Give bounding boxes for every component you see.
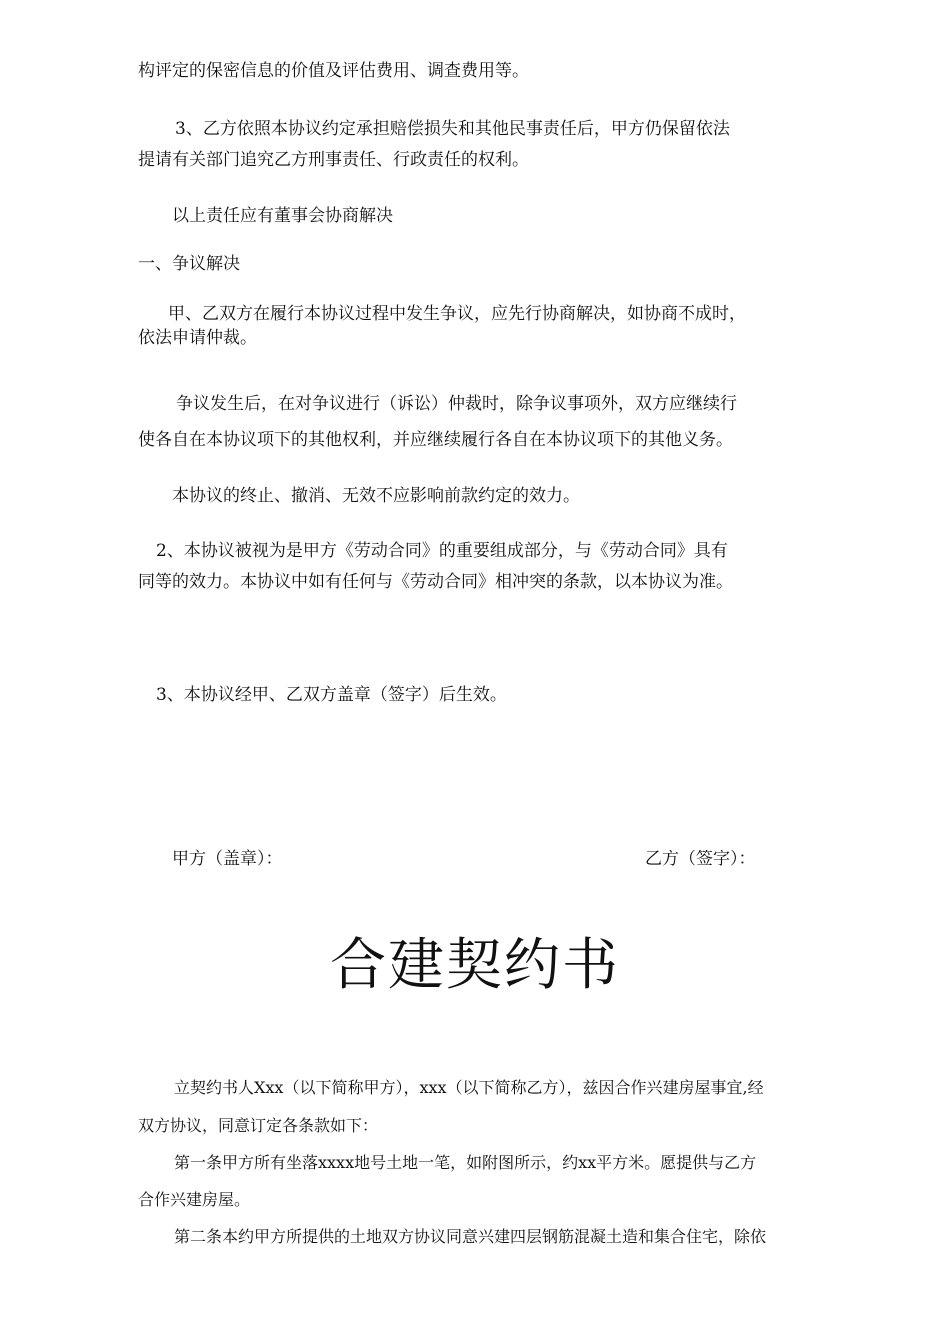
paragraph-clause-3-line2: 提请有关部门追究乙方刑事责任、行政责任的权利。 xyxy=(138,150,529,170)
contract-intro-line1: 立契约书人Xxx（以下简称甲方），xxx（以下简称乙方），兹因合作兴建房屋事宜,经 xyxy=(174,1078,764,1097)
article-1-line2: 合作兴建房屋。 xyxy=(138,1190,251,1209)
article-2-line1: 第二条本约甲方所提供的土地双方协议同意兴建四层钢筋混凝土造和集合住宅，除依 xyxy=(174,1227,767,1246)
paragraph-clause-2-line1: 2、本协议被视为是甲方《劳动合同》的重要组成部分，与《劳动合同》具有 xyxy=(156,541,728,561)
paragraph-clause-2-line2: 同等的效力。本协议中如有任何与《劳动合同》相冲突的条款，以本协议为准。 xyxy=(138,572,733,592)
paragraph-arbitration-line1: 争议发生后，在对争议进行（诉讼）仲裁时，除争议事项外，双方应继续行 xyxy=(176,394,737,414)
heading-dispute-resolution: 一、争议解决 xyxy=(138,254,240,274)
signature-party-b-label: 乙方（签字）： xyxy=(645,850,756,868)
paragraph-effective: 3、本协议经甲、乙双方盖章（签字）后生效。 xyxy=(156,685,507,705)
paragraph-confidential-cost: 构评定的保密信息的价值及评估费用、调查费用等。 xyxy=(138,61,529,81)
paragraph-arbitration-line2: 使各自在本协议项下的其他权利，并应继续履行各自在本协议项下的其他义务。 xyxy=(138,430,733,450)
signature-party-b xyxy=(645,850,785,868)
paragraph-clause-3-line1: 3、乙方依照本协议约定承担赔偿损失和其他民事责任后，甲方仍保留依法 xyxy=(175,119,730,139)
document-title: 合建契约书 xyxy=(330,932,620,998)
contract-intro-line2: 双方协议，同意订定各条款如下： xyxy=(138,1116,379,1135)
paragraph-dispute-line1: 甲、乙双方在履行本协议过程中发生争议，应先行协商解决，如协商不成时， xyxy=(168,304,746,324)
paragraph-board-resolution: 以上责任应有董事会协商解决 xyxy=(172,206,393,226)
article-1-line1: 第一条甲方所有坐落xxxx地号土地一笔，如附图所示，约xx平方米。愿提供与乙方 xyxy=(174,1153,757,1172)
paragraph-termination: 本协议的终止、撤消、无效不应影响前款约定的效力。 xyxy=(172,486,580,506)
signature-party-a: 甲方（盖章）： xyxy=(172,849,283,869)
paragraph-dispute-line2: 依法申请仲裁。 xyxy=(138,328,257,348)
